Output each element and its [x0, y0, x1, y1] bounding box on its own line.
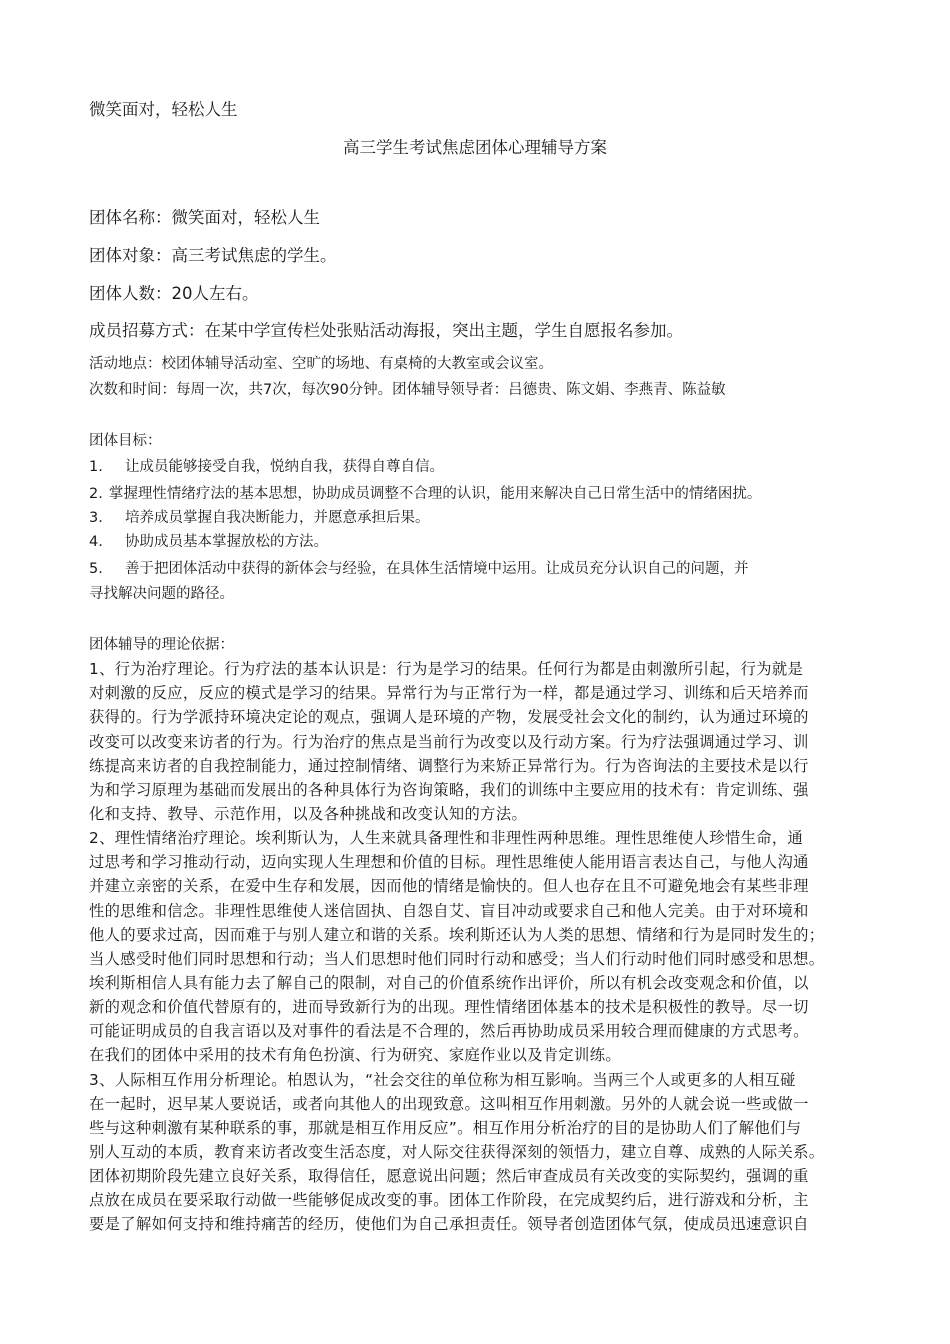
goal-number: 3.: [89, 510, 103, 526]
goal-item: [89, 530, 328, 551]
theory-line: 可能证明成员的自我言语以及对事件的看法是不合理的，然后再协助成员采用较合理而健康的方式思考。: [89, 1022, 809, 1041]
goal-item: [89, 506, 430, 527]
goal-number: 1.: [89, 459, 103, 475]
theory-line: 埃利斯相信人具有能力去了解自己的限制，对自己的价值系统作出评价，所以有机会改变观念和价值，以: [89, 974, 809, 992]
goal-number: 5.: [89, 561, 103, 577]
theory-line: 些与这种刺激有某种联系的事，那就是相互作用反应”。相互作用分析治疗的目的是协助人们了解他们与: [89, 1118, 802, 1137]
info-recruitment: 成员招募方式：在某中学宣传栏处张贴活动海报，突出主题，学生自愿报名参加。: [89, 321, 683, 340]
goal-item: [89, 557, 749, 578]
theory-line: 当人感受时他们同时思想和行动；当人们思想时他们同时行动和感受；当人们行动时他们同时感受和思想。: [89, 949, 825, 968]
theory-line: 他人的要求过高，因而难于与别人建立和谐的关系。埃利斯还认为人类的思想、情绪和行为是同时发生的；: [89, 925, 825, 944]
goal-number: 2.: [89, 486, 103, 502]
theory-line: 练提高来访者的自我控制能力，通过控制情绪、调整行为来矫正异常行为。行为咨询法的主要技术是以行: [89, 756, 809, 775]
goal-text: 培养成员掌握自我决断能力，并愿意承担后果。: [125, 510, 430, 526]
theory-line: 别人互动的本质，教育来访者改变生活态度，对人际交往获得深刻的领悟力，建立自尊、成熟的人际关系。: [89, 1143, 825, 1161]
goal-item: [89, 455, 444, 476]
theory-line: 并建立亲密的关系，在爱中生存和发展，因而他的情绪是愉快的。但人也存在且不可避免地会有某些非理: [89, 877, 809, 896]
info-time: 次数和时间：每周一次，共7次，每次90分钟。团体辅导领导者：吕德贵、陈文娟、李燕青、陈益敏: [89, 382, 726, 398]
document-heading: 微笑面对，轻松人生: [89, 100, 238, 119]
info-group-size: 团体人数：20人左右。: [89, 284, 259, 303]
theory-line: 性的思维和信念。非理性思维使人迷信固执、自怨自艾、盲目冲动或要求自己和他人完美。由于对环境和: [89, 901, 809, 920]
theory-line: 改变可以改变来访者的行为。行为治疗的焦点是当前行为改变以及行动方案。行为疗法强调通过学习、训: [89, 732, 809, 751]
theory-line: 获得的。行为学派持环境决定论的观点，强调人是环境的产物，发展受社会文化的制约，认为通过环境的: [89, 708, 809, 727]
theory-line: 点放在成员在要采取行动做一些能够促成改变的事。团体工作阶段，在完成契约后，进行游戏和分析，主: [89, 1191, 809, 1210]
theory-line: 在我们的团体中采用的技术有角色扮演、行为研究、家庭作业以及肯定训练。: [89, 1046, 621, 1065]
theory-heading: 团体辅导的理论依据：: [89, 637, 234, 653]
document-title: 高三学生考试焦虑团体心理辅导方案: [343, 138, 607, 157]
goal-item: [89, 482, 761, 503]
goals-heading: 团体目标：: [89, 433, 162, 449]
info-group-target: 团体对象：高三考试焦虑的学生。: [89, 246, 337, 265]
theory-line: 在一起时，迟早某人要说话，或者向其他人的出现致意。这叫相互作用刺激。另外的人就会说一些或做一: [89, 1094, 809, 1113]
theory-line: 对刺激的反应，反应的模式是学习的结果。异常行为与正常行为一样，都是通过学习、训练和后天培养而: [89, 684, 809, 703]
theory-line: 新的观念和价值代替原有的，进而导致新行为的出现。理性情绪团体基本的技术是积极性的教导。尽一切: [89, 998, 809, 1017]
goal-text: 协助成员基本掌握放松的方法。: [125, 534, 328, 550]
theory-line: 3、人际相互作用分析理论。柏恩认为，“社会交往的单位称为相互影响。当两三个人或更多的人相互碰: [89, 1070, 796, 1089]
goal-text: 掌握理性情绪疗法的基本思想，协助成员调整不合理的认识，能用来解决自己日常生活中的情绪困扰。: [108, 486, 762, 502]
theory-line: 要是了解如何支持和维持痛苦的经历，使他们为自己承担责任。领导者创造团体气氛，使成员迅速意识自: [89, 1215, 809, 1234]
theory-line: 2、理性情绪治疗理论。埃利斯认为，人生来就具备理性和非理性两种思维。理性思维使人珍惜生命，通: [89, 829, 804, 847]
theory-line: 团体初期阶段先建立良好关系，取得信任，愿意说出问题；然后审查成员有关改变的实际契约，强调的重: [89, 1167, 809, 1186]
theory-line: 1、行为治疗理论。行为疗法的基本认识是：行为是学习的结果。任何行为都是由刺激所引起，行为就是: [89, 660, 804, 678]
theory-line: 过思考和学习推动行动，迈向实现人生理想和价值的目标。理性思维使人能用语言表达自己，与他人沟通: [89, 853, 809, 872]
goal-text: 让成员能够接受自我，悦纳自我，获得自尊自信。: [125, 459, 444, 475]
theory-line: 为和学习原理为基础而发展出的各种具体行为咨询策略，我们的训练中主要应用的技术有：肯定训练、强: [89, 780, 809, 799]
goal-text: 善于把团体活动中获得的新体会与经验，在具体生活情境中运用。让成员充分认识自己的问题，并: [125, 561, 749, 577]
goal-item-continuation: 寻找解决问题的路径。: [89, 586, 234, 602]
theory-line: 化和支持、教导、示范作用，以及各种挑战和改变认知的方法。: [89, 804, 528, 823]
info-place: 活动地点：校团体辅导活动室、空旷的场地、有桌椅的大教室或会议室。: [89, 356, 553, 372]
info-group-name: 团体名称：微笑面对，轻松人生: [89, 208, 320, 227]
goal-number: 4.: [89, 534, 103, 550]
